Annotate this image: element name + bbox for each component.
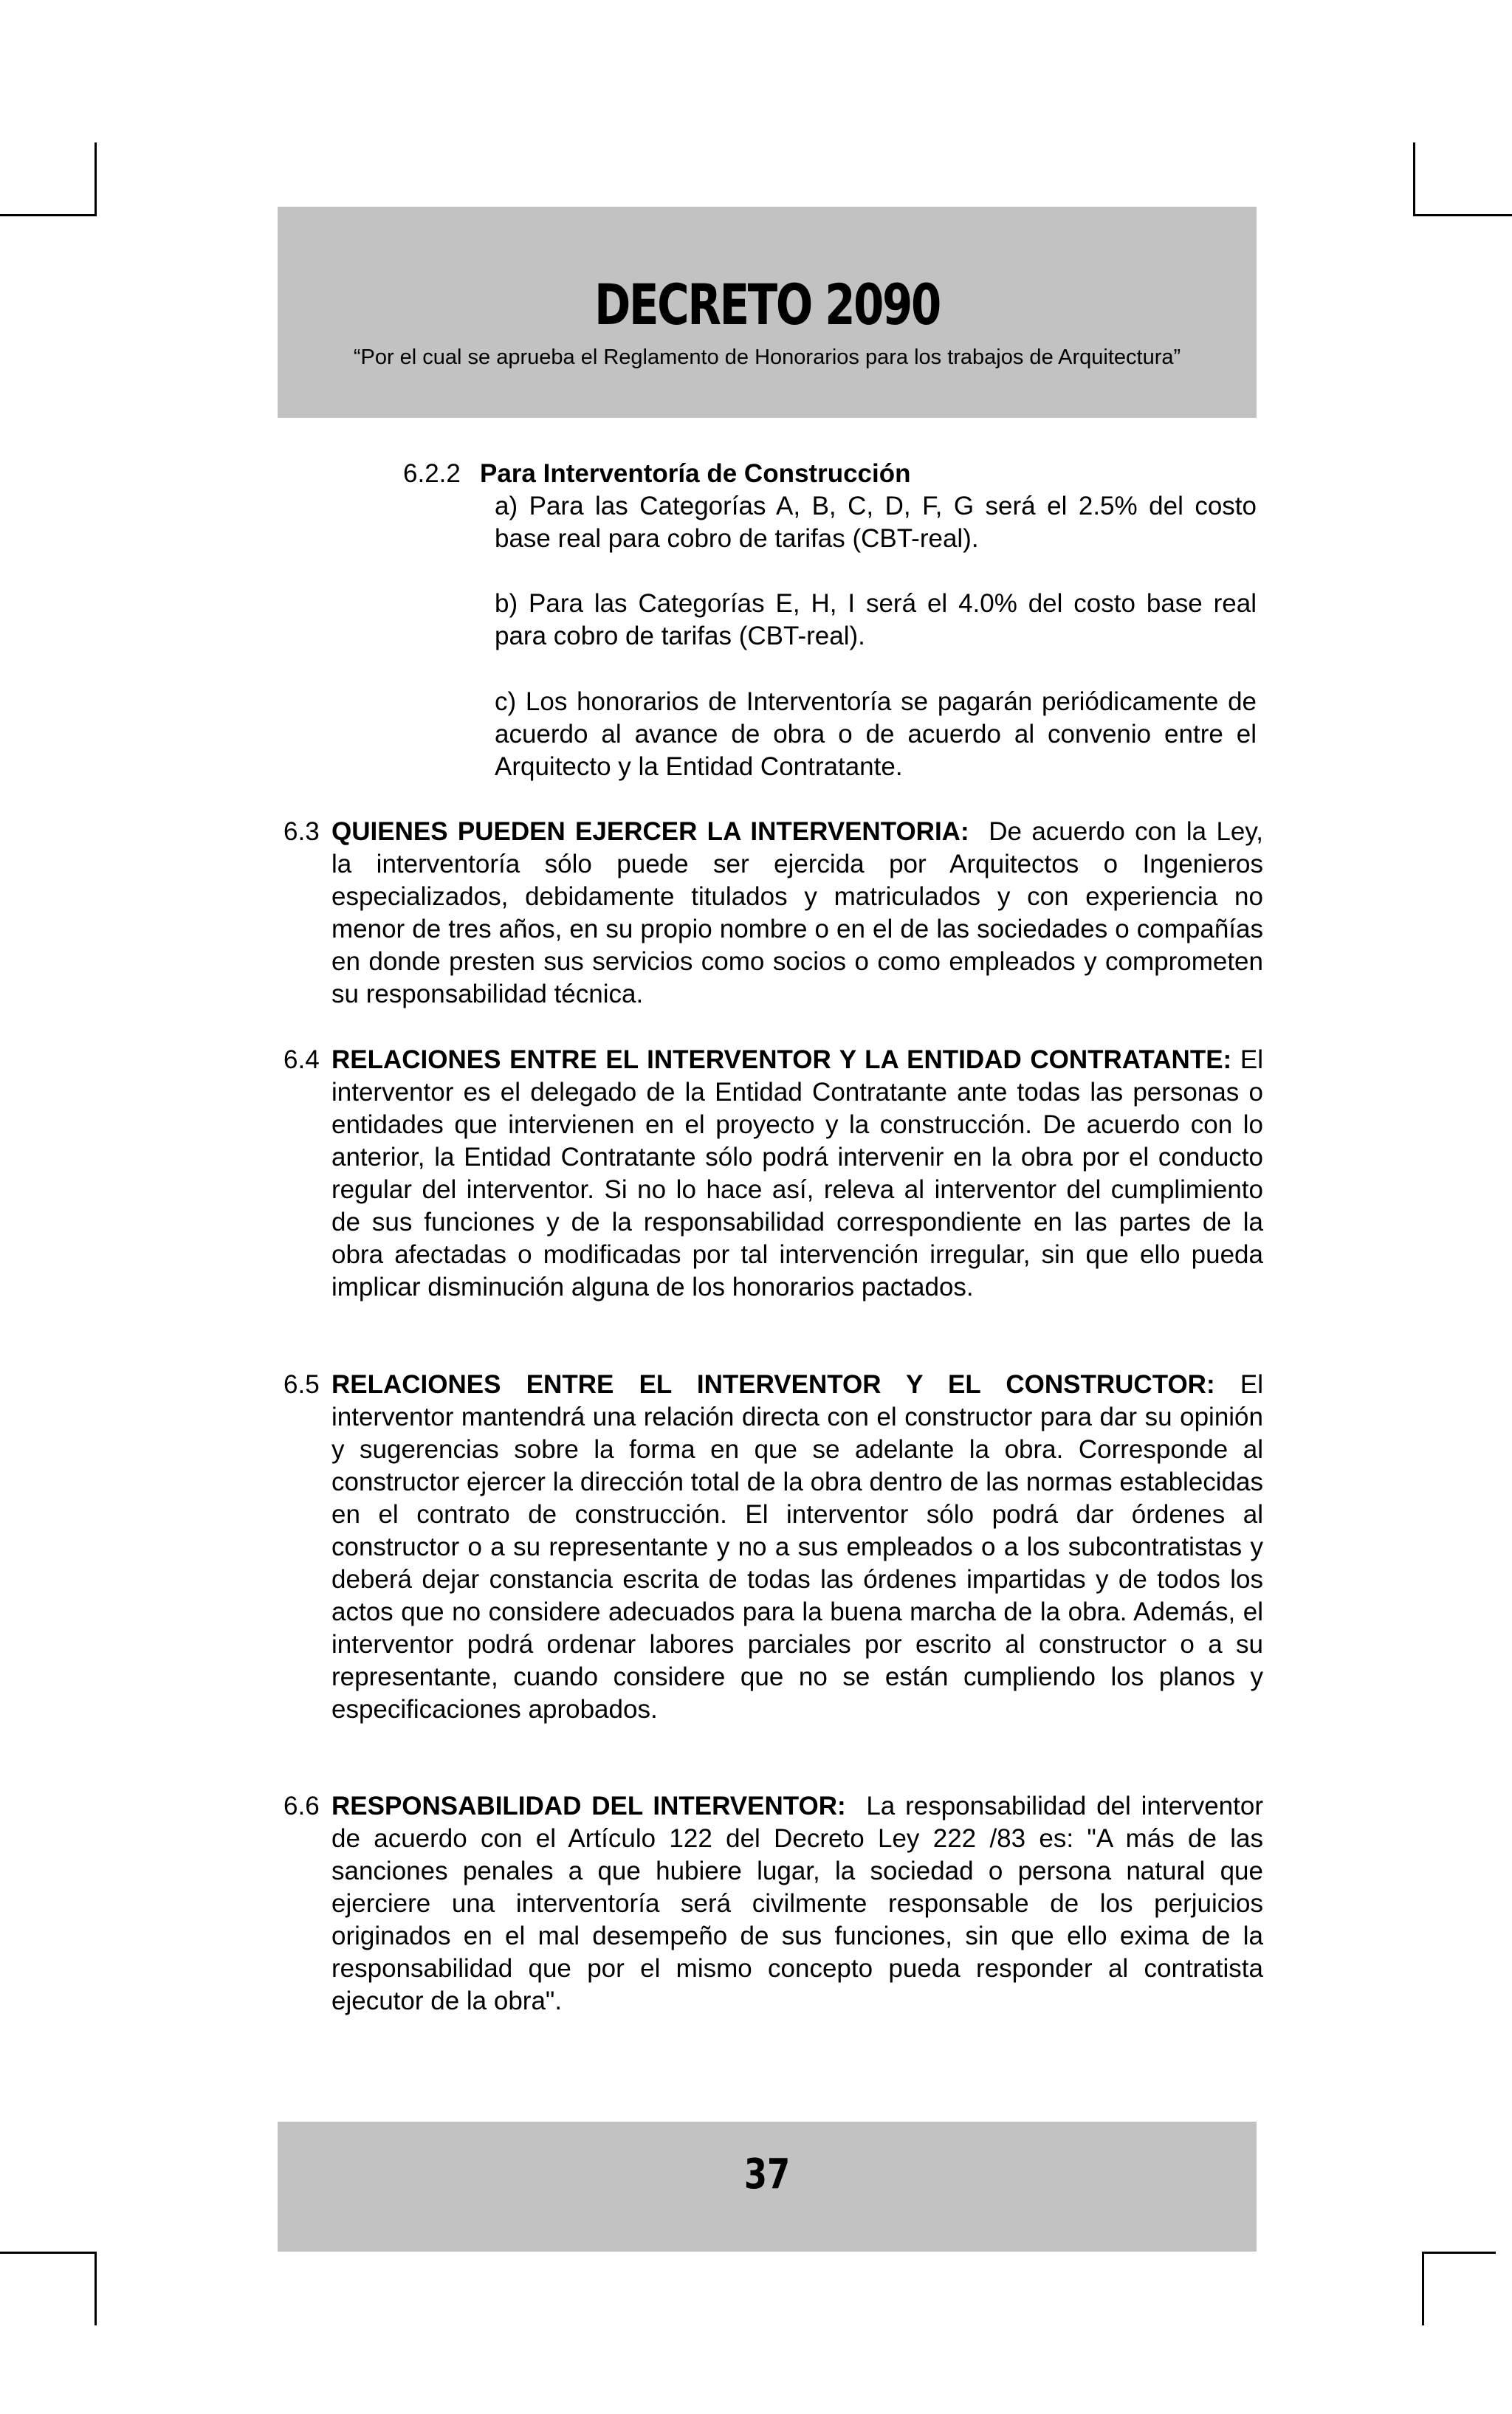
- paragraph-6-4: [331, 1044, 1263, 1304]
- footer-band: [278, 2122, 1257, 2252]
- section-number-6-3: 6.3: [284, 817, 320, 846]
- section-title-6-6: RESPONSABILIDAD DEL INTERVENTOR:: [331, 1792, 846, 1820]
- section-number-6-2-2: 6.2.2: [403, 459, 461, 488]
- section-body-6-5: El interventor mantendrá una relación directa con el constructor para dar su opinión y sugerencias sobre la forma en que se adelante la obra. Corresponde al constructor ejercer la dirección total de la obra dentro de las normas establecidas en el contrato de construcción. El interventor sólo podrá dar órdenes al constructor o a su representante y no a sus empleados o a los subcontratistas y deberá dejar constancia escrita de todas las órdenes impartidas y de todos los actos que no considere adecuados para la buena marcha de la obra. Además, el interventor podrá ordenar labores parciales por escrito al constructor o a su representante, cuando considere que no se están cumpliendo los planos y especificaciones aprobados.: [331, 1370, 1263, 1724]
- section-number-6-5: 6.5: [284, 1370, 320, 1399]
- crop-mark-top-left-h: [0, 214, 97, 216]
- crop-mark-bottom-left-v: [94, 2252, 97, 2325]
- section-title-6-5: RELACIONES ENTRE EL INTERVENTOR Y EL CONSTRUCTOR:: [331, 1370, 1215, 1399]
- section-body-6-3: De acuerdo con la Ley, la interventoría sólo puede ser ejercida por Arquitectos o Ingenieros especializados, debidamente titulados y matriculados y con experiencia no menor de tres años, en su propio nombre o en el de las sociedades o compañías en donde presten sus servicios como socios o como empleados y comprometen su responsabilidad técnica.: [331, 817, 1264, 1008]
- paragraph-6-6: [331, 1790, 1263, 2018]
- document-title: DECRETO 2090: [594, 272, 940, 337]
- page-number: 37: [743, 2150, 791, 2198]
- crop-mark-bottom-left-h: [0, 2252, 97, 2254]
- crop-mark-top-right-v: [1413, 142, 1415, 216]
- paragraph-6-2-2-a: a) Para las Categorías A, B, C, D, F, G será el 2.5% del costo base real para cobro de tarifas (CBT-real).: [495, 492, 1257, 553]
- paragraph-6-5: [331, 1369, 1263, 1726]
- section-title-6-4: RELACIONES ENTRE EL INTERVENTOR Y LA ENTIDAD CONTRATANTE:: [331, 1045, 1232, 1074]
- crop-mark-top-left-v: [94, 142, 97, 216]
- section-number-6-4: 6.4: [284, 1045, 320, 1074]
- crop-mark-bottom-right-h: [1422, 2252, 1496, 2254]
- document-subtitle: “Por el cual se aprueba el Reglamento de Honorarios para los trabajos de Arquitectura”: [353, 345, 1181, 369]
- paragraph-6-2-2-c: c) Los honorarios de Interventoría se pagarán periódicamente de acuerdo al avance de obra o de acuerdo al convenio entre el Arquitecto y la Entidad Contratante.: [495, 687, 1257, 781]
- header-band: [278, 207, 1257, 418]
- crop-mark-bottom-right-v: [1422, 2252, 1424, 2325]
- section-body-6-6: La responsabilidad del interventor de acuerdo con el Artículo 122 del Decreto Ley 222 /83 es: "A más de las sanciones penales a que hubiere lugar, la sociedad o persona natural que ejerciere una interventoría será civilmente responsable de los perjuicios originados en el mal desempeño de sus funciones, sin que ello exima de la responsabilidad que por el mismo concepto pueda responder al contratista ejecutor de la obra".: [331, 1792, 1263, 2015]
- crop-mark-top-right-h: [1413, 214, 1512, 216]
- paragraph-6-3: [331, 816, 1263, 1011]
- paragraph-6-2-2-b: b) Para las Categorías E, H, I será el 4.0% del costo base real para cobro de tarifas (CBT-real).: [495, 589, 1257, 650]
- section-number-6-6: 6.6: [284, 1792, 320, 1820]
- section-title-6-2-2: Para Interventoría de Construcción: [480, 459, 911, 488]
- section-body-6-4: El interventor es el delegado de la Entidad Contratante ante todas las personas o entidades que intervienen en el proyecto y la construcción. De acuerdo con lo anterior, la Entidad Contratante sólo podrá intervenir en la obra por el conducto regular del interventor. Si no lo hace así, releva al interventor del cumplimiento de sus funciones y de la responsabilidad correspondiente en las partes de la obra afectadas o modificadas por tal intervención irregular, sin que ello pueda implicar disminución alguna de los honorarios pactados.: [331, 1045, 1263, 1301]
- section-title-6-3: QUIENES PUEDEN EJERCER LA INTERVENTORIA:: [331, 817, 969, 846]
